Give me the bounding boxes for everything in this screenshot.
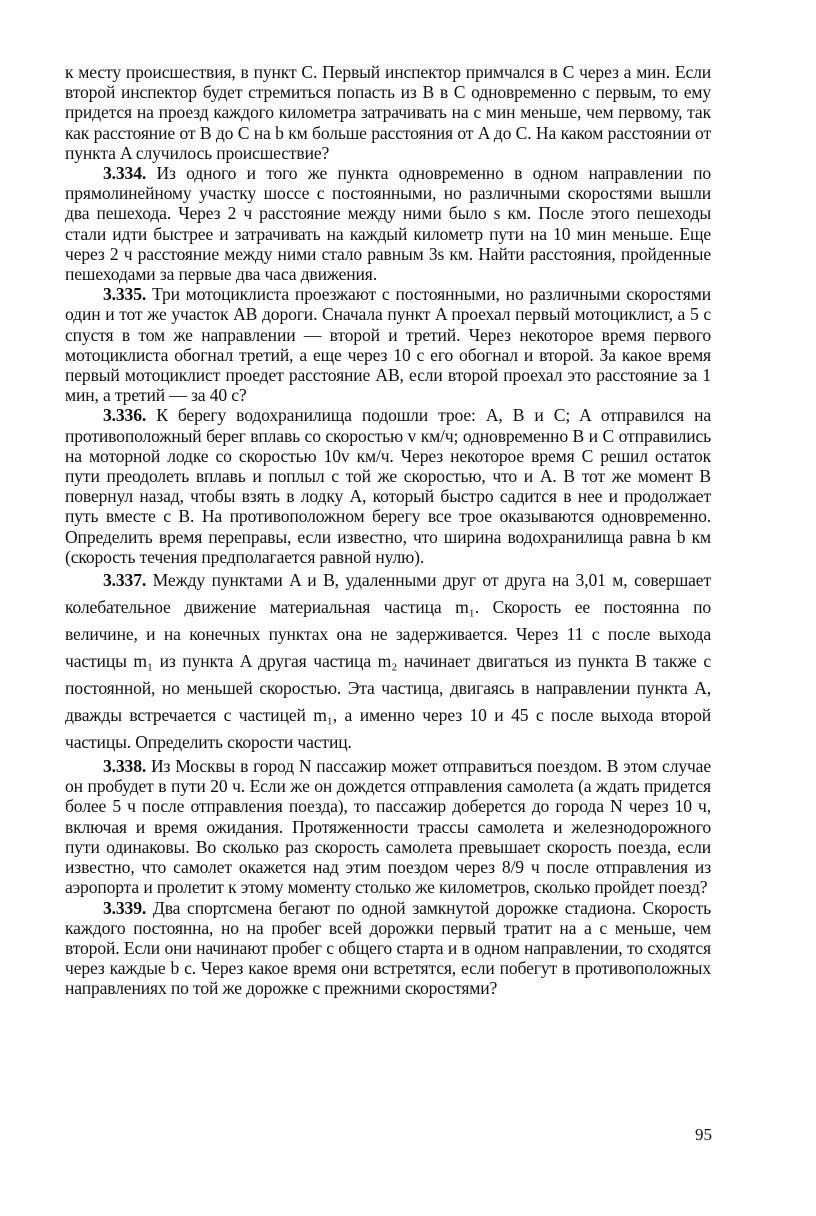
problem-3-336: [65, 405, 711, 567]
problem-number: 3.335.: [103, 284, 147, 305]
problem-3-338: [65, 756, 711, 897]
problem-text: К берегу водохранилища подошли трое: A, B и C; A отправился на противоположный берег вплавь со скоростью v км/ч; одновременно B и C отправились на моторной лодке со скоростью 10v км/ч. Через некоторое время C решил остаток пути преодолеть вплавь и поплыл с той же скоростью, что и A. В тот же момент B повернул назад, чтобы взять в лодку A, который быстро садится в нее и продолжает путь вместе с B. На противоположном берегу все трое оказываются одновременно. Определить время переправы, если известно, что ширина водохранилища равна b км (скорость течения предполагается равной нулю).: [65, 405, 712, 567]
paragraph-text: к месту происшествия, в пункт C. Первый инспектор примчался в C через a мин. Если второй инспектор будет стремиться попасть из B в C одновременно с первым, то ему придется на проезд каждого километра затрачивать на c мин меньше, чем первому, так как расстояние от B до C на b км больше расстояния от A до C. На каком расстоянии от пункта A случилось происшествие?: [65, 62, 711, 163]
problem-3-335: [65, 284, 711, 405]
paragraph-continuation: [65, 62, 711, 163]
problem-text: Между пунктами A и B, удаленными друг от друга на 3,01 м, совершает колебательное движение материальная частица m₁. Скорость ее постоянна по величине, и на конечных пунктах она не задерживается. Через 11 с после выхода частицы m₁ из пункта A другая частица m₂ начинает двигаться из пункта B также с постоянной, но меньшей скоростью. Эта частица, двигаясь в направлении пункта A, дважды встречается с частицей m₁, а именно через 10 и 45 с после выхода второй частицы. Определить скорости частиц.: [65, 570, 711, 753]
page-text: [65, 62, 711, 999]
page-number: 95: [695, 1125, 712, 1144]
problem-text: Три мотоциклиста проезжают с постоянными, но различными скоростями один и тот же участок AB дороги. Сначала пункт A проехал первый мотоциклист, а 5 с спустя в том же направлении — второй и третий. Через некоторое время первого мотоциклиста обогнал третий, а еще через 10 с его обогнал и второй. За какое время первый мотоциклист проедет расстояние AB, если второй проехал это расстояние за 1 мин, а третий — за 40 с?: [65, 284, 711, 406]
problem-number: 3.336.: [103, 405, 147, 426]
problem-3-339: [65, 898, 711, 999]
problem-number: 3.339.: [103, 897, 147, 918]
problem-number: 3.338.: [103, 756, 147, 777]
problem-3-334: [65, 163, 711, 284]
problem-number: 3.337.: [103, 570, 147, 591]
problem-text: Из Москвы в город N пассажир может отправиться поездом. В этом случае он пробудет в пути 20 ч. Если же он дождется отправления самолета (а ждать придется более 5 ч после отправления поезда), то пассажир доберется до города N через 10 ч, включая и время ожидания. Протяженности трассы самолета и железнодорожного пути одинаковы. Во сколько раз скорость самолета превышает скорость поезда, если известно, что самолет окажется над этим поездом через 8/9 ч после отправления из аэропорта и пролетит к этому моменту столько же километров, сколько пройдет поезд?: [65, 756, 712, 898]
problem-3-337: [65, 567, 711, 756]
problem-text: Из одного и того же пункта одновременно в одном направлении по прямолинейному участку шоссе с постоянными, но различными скоростями вышли два пешехода. Через 2 ч расстояние между ними было s км. После этого пешеходы стали идти быстрее и затрачивать на каждый километр пути на 10 мин меньше. Еще через 2 ч расстояние между ними стало равным 3s км. Найти расстояния, пройденные пешеходами за первые два часа движения.: [65, 163, 711, 285]
problem-number: 3.334.: [103, 163, 147, 184]
problem-text: Два спортсмена бегают по одной замкнутой дорожке стадиона. Скорость каждого постоянна, но на пробег всей дорожки первый тратит на a с меньше, чем второй. Если они начинают пробег с общего старта и в одном направлении, то сходятся через каждые b с. Через какое время они встретятся, если побегут в противоположных направлениях по той же дорожке с прежними скоростями?: [65, 897, 711, 999]
